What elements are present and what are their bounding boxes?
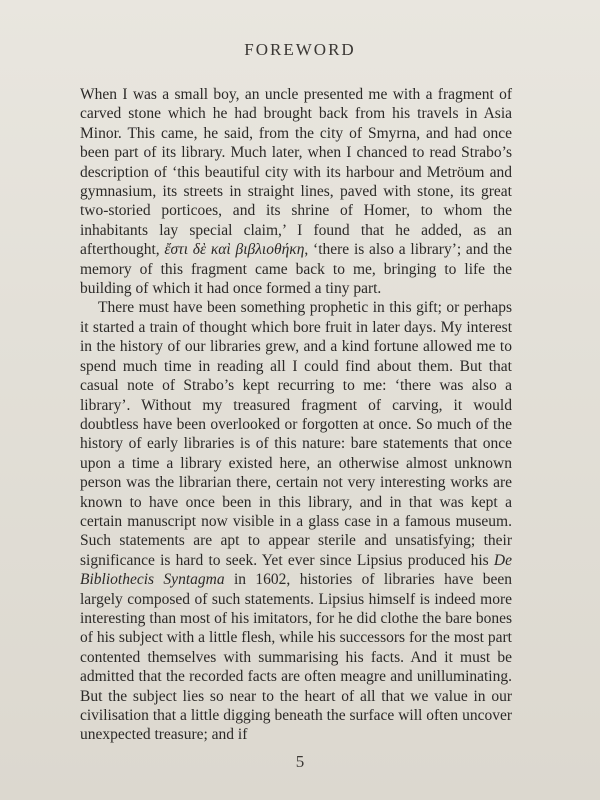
- page-heading: FOREWORD: [244, 40, 356, 59]
- paragraph-2: [80, 298, 512, 744]
- paragraph-1-text-a: When I was a small boy, an uncle presented me with a fragment of carved stone which he had brought back from his travels in Asia Minor. This came, he said, from the city of Smyrna, and had once been part of its library. Much later, when I chanced to read Strabo’s description of ‘this beautiful city with its harbour and Metröum and gymnasium, its streets in straight lines, paved with stone, its great two-storied porticoes, and its shrine of Homer, to whom the inhabitants lay special claim,’ I found that he added, as an afterthought,: [80, 86, 512, 259]
- page-number: 5: [295, 752, 305, 771]
- greek-quotation: ἔστι δὲ καὶ βιβλιοθήκη: [164, 241, 305, 259]
- body-text: [80, 85, 512, 745]
- book-title-italic: De Bibliothecis Syntagma: [80, 551, 512, 589]
- paragraph-2-text-b: in 1602, histories of libraries have been largely composed of such statements. Lipsius himself is indeed more interesting than most of his imitators, for he did clothe the bare bones of his subject with a little flesh, while his successors for the most part contented themselves with summarising his facts. And it must be admitted that the recorded facts are often meagre and unilluminating. But the subject lies so near to the heart of all that we value in our civilisation that a little digging beneath the surface will often uncover unexpected treasure; and if: [80, 571, 513, 744]
- paragraph-2-text-a: There must have been something prophetic in this gift; or perhaps it started a train of thought which bore fruit in later days. My interest in the history of our libraries grew, and a kind fortune allowed me to spend much time in reading all I could find about them. But that casual note of Strabo’s kept recurring to me: ‘there was also a library’. Without my treasured fragment of carving, it would doubtless have been overlooked or forgotten at once. So much of the history of early libraries is of this nature: bare statements that once upon a time a library existed here, an otherwise almost unknown person was the librarian there, certain not very interesting works are known to have once been in this library, and in that was kept a certain manuscript now visible in a glass case in a famous museum. Such statements are apt to appear sterile and unsatisfying; their significance is hard to seek. Yet ever since Lipsius produced his: [80, 299, 512, 569]
- paragraph-1-text-b: , ‘there is also a library’; and the memory of this fragment came back to me, bringing to life the building of which it had once formed a tiny part.: [80, 241, 513, 298]
- paragraph-1: [80, 85, 512, 298]
